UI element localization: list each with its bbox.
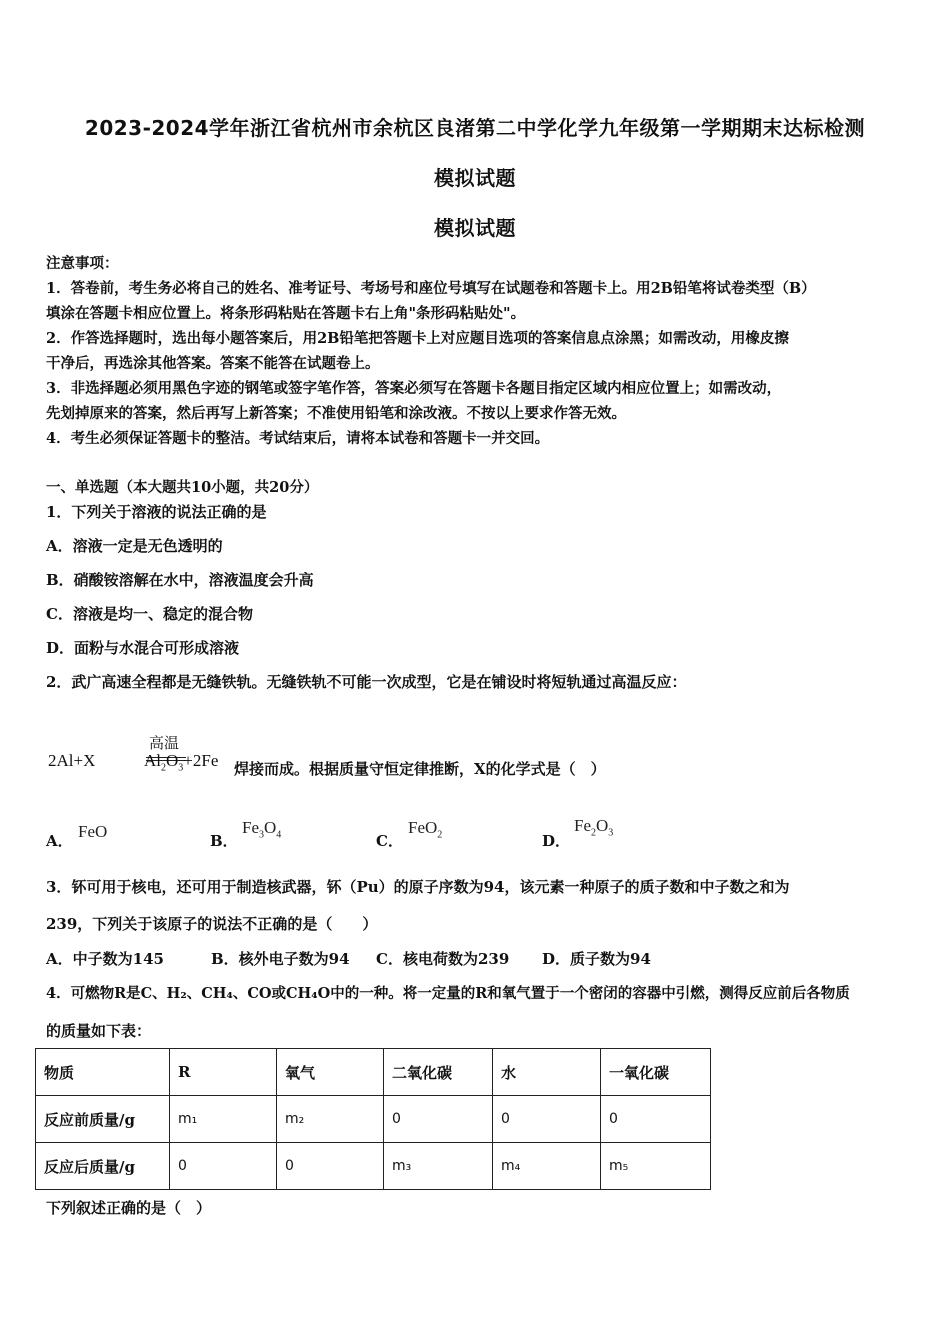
notice-line: 3．非选择题必须用黑色字迹的钢笔或签字笔作答，答案必须写在答题卡各题目指定区域内相应位置上；如需改动， (46, 380, 782, 397)
table-cell: 0 (170, 1143, 277, 1190)
q1-option-b: B．硝酸铵溶解在水中，溶液温度会升高 (46, 571, 314, 589)
table-cell: m₄ (493, 1143, 601, 1190)
q3-option-a: A．中子数为145 (46, 950, 164, 968)
notice-heading: 注意事项： (46, 255, 119, 272)
q2-option-c-formula: FeO$_2$ (408, 818, 443, 841)
mass-table (35, 1048, 711, 1190)
equation-question: 焊接而成。根据质量守恒定律推断，X的化学式是（ ） (234, 760, 606, 778)
table-header-cell: 物质 (36, 1049, 170, 1096)
table-header-row (36, 1049, 711, 1096)
table-cell: m₅ (601, 1143, 711, 1190)
equation-reactants: 2Al+X (48, 751, 96, 770)
q3-stem-line2: 239，下列关于该原子的说法不正确的是（ ） (46, 915, 378, 933)
notice-line: 干净后，再选涂其他答案。答案不能答在试题卷上。 (46, 355, 380, 372)
q2-option-b-formula: $Fe_3O_4$ (242, 818, 282, 841)
equation-condition: 高温 (149, 734, 180, 752)
q2-stem: 2．武广高速全程都是无缝铁轨。无缝铁轨不可能一次成型，它是在铺设时将短轨通过高温反应： (46, 673, 687, 691)
q2-option-d-formula: $Fe_2O_3$ (574, 816, 614, 839)
table-cell: 反应前质量/g (36, 1096, 170, 1143)
q2-equation (46, 735, 926, 785)
exam-title-line2: 模拟试题 (434, 166, 516, 190)
notice-line: 4．考生必须保证答题卡的整洁。考试结束后，请将本试卷和答题卡一并交回。 (46, 430, 550, 447)
q3-option-d: D．质子数为94 (542, 950, 651, 968)
table-cell: 0 (601, 1096, 711, 1143)
q4-stem-line2: 的质量如下表： (46, 1022, 152, 1040)
q4-stem-line1: 4．可燃物R是C、H₂、CH₄、CO或CH₄O中的一种。将一定量的R和氧气置于一个密闭的容器中引燃，测得反应前后各物质 (46, 985, 850, 1002)
table-cell: 0 (493, 1096, 601, 1143)
table-cell: 反应后质量/g (36, 1143, 170, 1190)
q3-stem-line1: 3．钚可用于核电，还可用于制造核武器，钚（Pu）的原子序数为94，该元素一种原子的质子数和中子数之和为 (46, 878, 790, 896)
q2-option-d-label: D． (542, 832, 571, 850)
table-cell: m₃ (384, 1143, 493, 1190)
table-row (36, 1143, 711, 1190)
table-header-cell: R (170, 1049, 277, 1096)
q3-option-c: C．核电荷数为239 (376, 950, 510, 968)
table-header-cell: 一氧化碳 (601, 1049, 711, 1096)
exam-title-line3: 模拟试题 (434, 216, 516, 240)
notice-line: 1．答卷前，考生务必将自己的姓名、准考证号、考场号和座位号填写在试题卷和答题卡上。用2B铅笔将试卷类型（B） (46, 280, 816, 297)
table-header-cell: 氧气 (277, 1049, 384, 1096)
q3-option-b: B．核外电子数为94 (211, 950, 350, 968)
notice-line: 填涂在答题卡相应位置上。将条形码粘贴在答题卡右上角"条形码粘贴处"。 (46, 305, 526, 322)
table-header-cell: 二氧化碳 (384, 1049, 493, 1096)
table-header-cell: 水 (493, 1049, 601, 1096)
table-row (36, 1096, 711, 1143)
q4-followup: 下列叙述正确的是（ ） (46, 1199, 212, 1217)
q1-option-c: C．溶液是均一、稳定的混合物 (46, 605, 253, 623)
q2-option-b-label: B． (210, 832, 238, 850)
q2-option-a-label: A． (46, 832, 73, 850)
section-heading: 一、单选题（本大题共10小题，共20分） (46, 479, 319, 496)
table-cell: m₁ (170, 1096, 277, 1143)
table-cell: m₂ (277, 1096, 384, 1143)
q2-option-c-label: C． (376, 832, 403, 850)
q1-stem: 1．下列关于溶液的说法正确的是 (46, 503, 267, 521)
q2-option-a-formula: FeO (78, 822, 108, 841)
equation-products: $Al_2O_3+2Fe$ (144, 751, 219, 774)
q1-option-a: A．溶液一定是无色透明的 (46, 537, 223, 555)
notice-line: 2．作答选择题时，选出每小题答案后，用2B铅笔把答题卡上对应题目选项的答案信息点涂黑；如需改动，用橡皮擦 (46, 330, 789, 347)
notice-line: 先划掉原来的答案，然后再写上新答案；不准使用铅笔和涂改液。不按以上要求作答无效。 (46, 405, 626, 422)
table-cell: 0 (277, 1143, 384, 1190)
q1-option-d: D．面粉与水混合可形成溶液 (46, 639, 240, 657)
exam-title-line1: 2023-2024学年浙江省杭州市余杭区良渚第二中学化学九年级第一学期期末达标检测 (84, 116, 866, 140)
table-cell: 0 (384, 1096, 493, 1143)
